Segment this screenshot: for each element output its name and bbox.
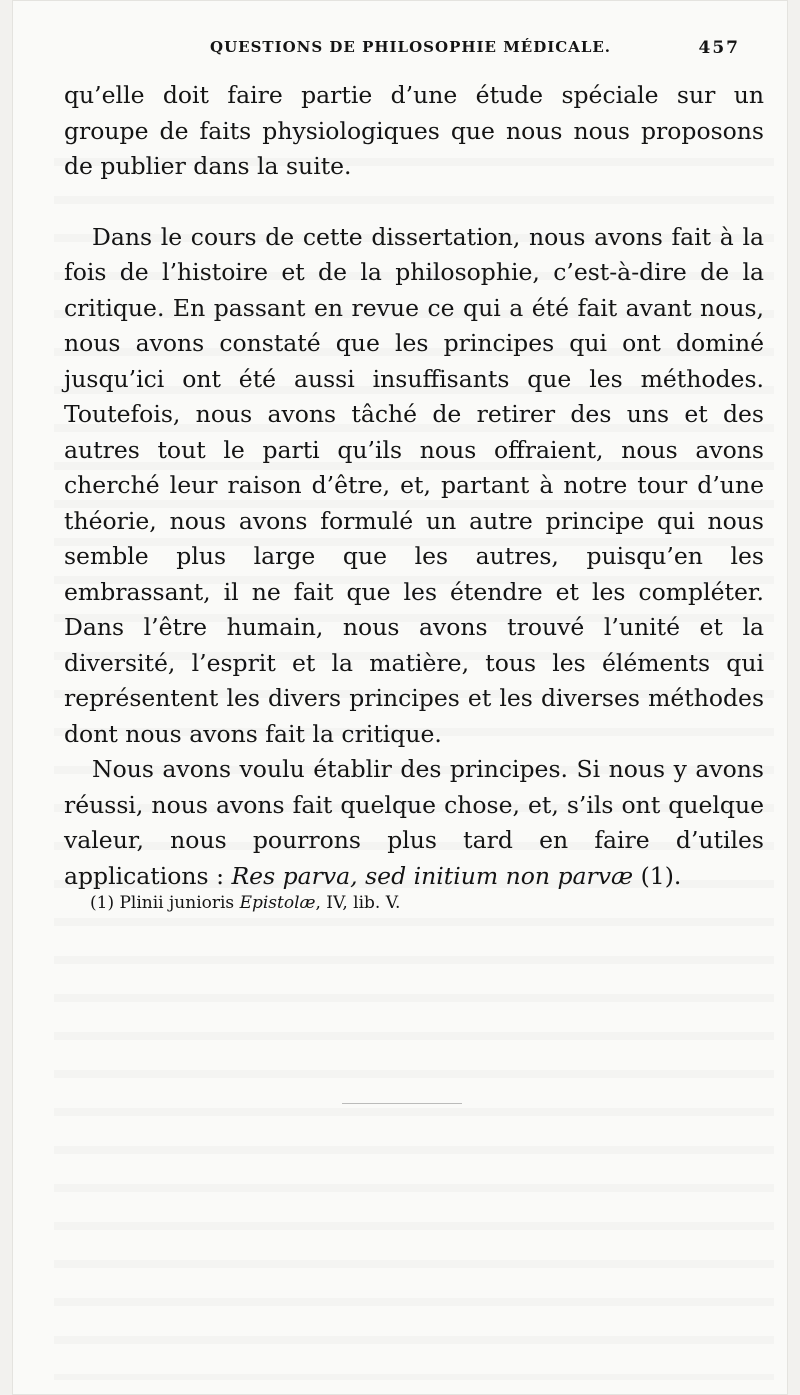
running-head-title: QUESTIONS DE PHILOSOPHIE MÉDICALE. <box>210 38 612 56</box>
paragraph-continued: qu’elle doit faire partie d’une étude spéciale sur un groupe de faits physiologiques que nous nous proposons de publier dans la suite. <box>64 81 764 180</box>
body-text <box>64 78 764 894</box>
latin-quote: Res parva, sed initium non parvæ <box>231 861 634 890</box>
footnote-ref-detail: , IV, lib. V. <box>315 893 401 913</box>
book-page <box>12 0 788 1395</box>
bleed-through-rule <box>342 1103 462 1104</box>
paragraph-dissertation: Dans le cours de cette dissertation, nous avons fait à la fois de l’histoire et de la philosophie, c’est-à-dire de la critique. En passant en revue ce qui a été fait avant nous, nous avons constaté que les principes qui ont dominé jusqu’ici ont été aussi insuffisants que les méthodes. Toutefois, nous avons tâché de retirer des uns et des autres tout le parti qu’ils nous offraient, nous avons cherché leur raison d’être, et, partant à notre tour d’une théorie, nous avons formulé un autre principe qui nous semble plus large que les autres, puisqu’en les embrassant, il ne fait que les étendre et les compléter. Dans l’être humain, nous avons trouvé l’unité et la diversité, l’esprit et la matière, tous les éléments qui représentent les divers principes et les diverses méthodes dont nous avons fait la critique. <box>64 222 764 748</box>
footnote <box>90 890 400 916</box>
page-number: 457 <box>698 38 740 58</box>
paragraph-principles-text: Nous avons voulu établir des principes. Si nous y avons réussi, nous avons fait quelque chose, et, s’ils ont quelque valeur, nous pourrons plus tard en faire d’utiles applications : <box>64 755 764 890</box>
footnote-work: Epistolæ <box>239 893 316 913</box>
footnote-marker: (1) Plinii junioris <box>90 893 240 913</box>
footnote-ref: (1). <box>633 861 682 890</box>
paragraph-principles <box>64 752 764 894</box>
running-head <box>62 38 740 62</box>
